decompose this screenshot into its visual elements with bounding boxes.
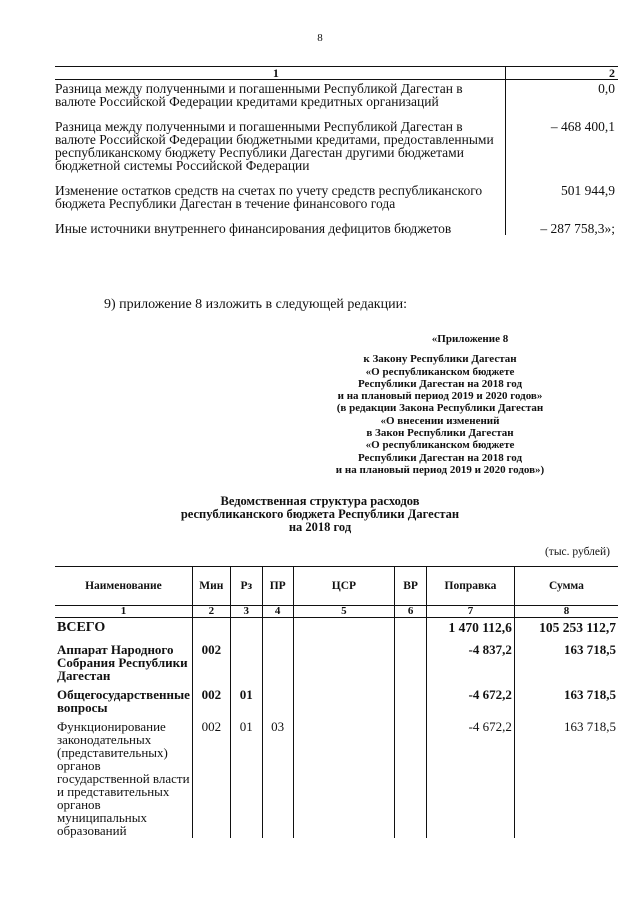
column-header: Рз [230,567,262,606]
column-header: Наименование [55,567,192,606]
row-value: 501 944,9 [505,182,618,210]
document-title [0,495,640,534]
row-vr [395,682,427,714]
row-name: Функционирование законодательных (представительных) органов государственной власти и представительных органов муниципальных образований [57,719,190,838]
row-rz [230,637,262,682]
row-name: Изменение остатков средств на счетах по учету средств республиканского бюджета Республики Дагестан в течение финансового года [55,183,483,211]
table-row [55,80,618,109]
column-number: 8 [514,606,618,618]
appendix-line: «О республиканском бюджете [365,365,515,378]
table-row [55,637,618,682]
row-pr [262,637,293,682]
table-row [55,682,618,714]
appendix-line: Республики Дагестан на 2018 год [357,451,523,464]
appendix-line: «О внесении изменений [380,414,500,427]
row-name: ВСЕГО [57,620,106,635]
appendix-line: (в редакции Закона Республики Дагестан [336,402,544,415]
row-value: – 287 758,3»; [505,220,618,235]
table-row-total [55,618,618,638]
unit-label: (тыс. рублей) [544,546,610,558]
row-vr [395,637,427,682]
row-sum: 163 718,5 [514,714,618,838]
row-name: Общегосударственные вопросы [57,687,190,715]
column-header: ЦСР [293,567,395,606]
title-line: республиканского бюджета Республики Дагестан [180,507,460,521]
row-min [192,618,230,638]
expenditure-structure-table [55,566,618,838]
row-name: Иные источники внутреннего финансирования дефицитов бюджетов [55,221,452,236]
row-rz [230,618,262,638]
appendix-line: «Приложение 8 [431,333,509,345]
column-number: 5 [293,606,395,618]
column-header: Поправка [427,567,515,606]
row-name: Разница между полученными и погашенными Республикой Дагестан в валюте Российской Федерации бюджетными кредитами, предоставленными республиканскому бюджету Республики Дагестан другими бюджетами бюджетной системы Российской Федерации [55,119,494,173]
table-row [55,118,618,172]
column-header: Сумма [514,567,618,606]
row-sum: 163 718,5 [514,682,618,714]
column-number-row [55,606,618,618]
appendix-line: в Закон Республики Дагестан [366,427,514,440]
row-csr [293,682,395,714]
row-rz: 01 [230,682,262,714]
row-name: Аппарат Народного Собрания Республики Дагестан [57,642,188,683]
row-value: – 468 400,1 [505,118,618,172]
row-csr [293,637,395,682]
row-amendment: -4 837,2 [427,637,515,682]
appendix-line: «О республиканском бюджете [365,439,515,452]
table-row [55,220,618,235]
appendix-line: Республики Дагестан на 2018 год [357,377,523,390]
appendix-header [300,333,580,476]
column-number: 3 [230,606,262,618]
appendix-line: и на плановый период 2019 и 2020 годов») [335,463,545,476]
row-vr [395,618,427,638]
row-pr: 03 [262,714,293,838]
table-header-row [55,567,618,606]
page-number: 8 [317,32,323,44]
row-sum: 163 718,5 [514,637,618,682]
amendment-paragraph: 9) приложение 8 изложить в следующей редакции: [104,297,407,312]
row-csr [293,618,395,638]
column-header: ПР [262,567,293,606]
row-min: 002 [192,714,230,838]
title-line: на 2018 год [288,520,352,534]
row-amendment: -4 672,2 [427,714,515,838]
row-value: 0,0 [505,80,618,109]
table-row [55,182,618,210]
row-name: Разница между полученными и погашенными Республикой Дагестан в валюте Российской Федерации кредитами кредитных организаций [55,81,463,109]
column-number: 2 [192,606,230,618]
appendix-line: и на плановый период 2019 и 2020 годов» [337,390,543,403]
row-min: 002 [192,637,230,682]
row-pr [262,682,293,714]
column-header: Мин [192,567,230,606]
row-amendment: -4 672,2 [427,682,515,714]
column-number: 1 [55,606,192,618]
table-header-row [55,67,618,80]
row-rz: 01 [230,714,262,838]
row-sum: 105 253 112,7 [514,618,618,638]
column-header: 1 [55,67,505,80]
row-min: 002 [192,682,230,714]
appendix-line: к Закону Республики Дагестан [363,353,517,366]
column-number: 4 [262,606,293,618]
row-csr [293,714,395,838]
row-pr [262,618,293,638]
column-header: 2 [505,67,618,80]
row-amendment: 1 470 112,6 [427,618,515,638]
column-number: 7 [427,606,515,618]
row-vr [395,714,427,838]
financing-sources-table [55,66,618,235]
column-header: ВР [395,567,427,606]
title-line: Ведомственная структура расходов [220,494,420,508]
table-row [55,714,618,838]
column-number: 6 [395,606,427,618]
